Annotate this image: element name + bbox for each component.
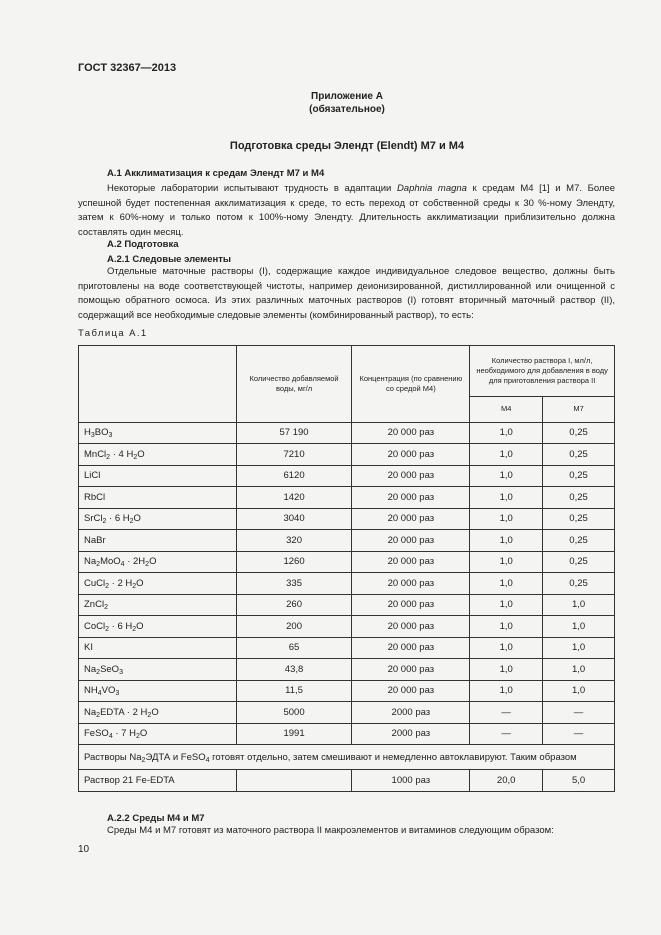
formula-subscript: 2 bbox=[96, 668, 101, 676]
formula-subscript: 4 bbox=[120, 561, 125, 569]
formula-text: готовят отдельно, затем смешивают и немедленно автоклавируют. Таким образом bbox=[209, 751, 577, 763]
formula-text: MnCl bbox=[84, 448, 107, 460]
cell-concentration: 20 000 раз bbox=[352, 465, 470, 487]
formula-subscript: 4 bbox=[108, 733, 113, 741]
cell-substance bbox=[79, 422, 237, 444]
table-header-row bbox=[79, 346, 615, 397]
formula-text: Na bbox=[84, 556, 97, 568]
formula-text: · 6 H bbox=[106, 513, 130, 525]
section-a2-heading: А.2 Подготовка bbox=[107, 239, 179, 250]
table-row bbox=[79, 723, 615, 745]
formula-text: CoCl bbox=[84, 620, 106, 632]
cell-amount: 5000 bbox=[236, 702, 352, 724]
cell-m4: 1,0 bbox=[470, 551, 543, 573]
cell-m4: 1,0 bbox=[470, 508, 543, 530]
trace-elements-table bbox=[78, 345, 615, 792]
cell-concentration: 20 000 раз bbox=[352, 508, 470, 530]
cell-m4: 1,0 bbox=[470, 659, 543, 681]
formula-text: VO bbox=[101, 685, 116, 697]
formula-subscript: 4 bbox=[205, 756, 210, 764]
header-solution-amount: Количество раствора I, мл/л, необходимого для добавления в воду для приготовления раствора II bbox=[470, 346, 615, 397]
cell-substance bbox=[79, 616, 237, 638]
formula-text: SeO bbox=[100, 663, 120, 675]
cell-substance bbox=[79, 551, 237, 573]
section-a21-body: Отдельные маточные растворы (I), содержащие каждое индивидуальное следовое вещество, должны быть приготовлены на воде соответствующей чистоты, например деионизированной, дистиллированной или очищенной с помощью обратного осмоса. Из этих различных маточных растворов (I) готовят вторичный маточный раствор (II), содержащий все необходимые следовые элементы (комбинированный раствор), то есть: bbox=[78, 266, 615, 321]
section-a1-text-start: Некоторые лаборатории испытывают трудность в адаптации bbox=[107, 183, 397, 194]
cell-m7: 1,0 bbox=[543, 659, 615, 681]
cell-m4: 1,0 bbox=[470, 444, 543, 466]
formula-subscript: 2 bbox=[145, 561, 150, 569]
cell-amount: 1420 bbox=[236, 487, 352, 509]
cell-m4: 1,0 bbox=[470, 637, 543, 659]
page-number: 10 bbox=[78, 844, 90, 855]
table-row bbox=[79, 659, 615, 681]
formula-subscript: 2 bbox=[135, 733, 140, 741]
cell-m7: 0,25 bbox=[543, 422, 615, 444]
formula-text: MoO bbox=[100, 556, 121, 568]
table-row bbox=[79, 487, 615, 509]
cell-concentration: 20 000 раз bbox=[352, 551, 470, 573]
species-name: Daphnia magna bbox=[396, 183, 467, 194]
cell-amount: 1991 bbox=[236, 723, 352, 745]
section-a1-text bbox=[78, 182, 615, 240]
cell-m7: — bbox=[543, 723, 615, 745]
table-row bbox=[79, 465, 615, 487]
cell-amount: 3040 bbox=[236, 508, 352, 530]
header-amount: Количество добавляемой воды, мг/л bbox=[236, 346, 352, 423]
table-row bbox=[79, 551, 615, 573]
annex-status: (обязательное) bbox=[309, 104, 385, 115]
cell-m4: — bbox=[470, 723, 543, 745]
formula-subscript: 2 bbox=[132, 582, 137, 590]
cell-substance bbox=[79, 637, 237, 659]
formula-subscript: 2 bbox=[102, 518, 107, 526]
cell-amount: 6120 bbox=[236, 465, 352, 487]
formula-subscript: 2 bbox=[96, 561, 101, 569]
cell-substance: Раствор 21 Fe-EDTA bbox=[79, 770, 237, 792]
cell-concentration: 20 000 раз bbox=[352, 659, 470, 681]
formula-subscript: 3 bbox=[90, 432, 95, 440]
table-row bbox=[79, 616, 615, 638]
cell-m7: 0,25 bbox=[543, 530, 615, 552]
table-caption: Таблица А.1 bbox=[78, 328, 148, 339]
cell-m7: 0,25 bbox=[543, 487, 615, 509]
formula-text: O bbox=[149, 556, 157, 568]
cell-amount: 43,8 bbox=[236, 659, 352, 681]
formula-text: O bbox=[136, 620, 144, 632]
cell-substance bbox=[79, 594, 237, 616]
table-row bbox=[79, 594, 615, 616]
formula-subscript: 2 bbox=[96, 711, 101, 719]
table-note-row bbox=[79, 745, 615, 770]
formula-subscript: 2 bbox=[105, 582, 110, 590]
table-note bbox=[79, 745, 615, 770]
formula-subscript: 3 bbox=[108, 432, 113, 440]
cell-m4: 1,0 bbox=[470, 422, 543, 444]
formula-subscript: 2 bbox=[133, 453, 138, 461]
cell-m4: 1,0 bbox=[470, 594, 543, 616]
cell-substance bbox=[79, 508, 237, 530]
section-a22-body: Среды М4 и М7 готовят из маточного раствора II макроэлементов и витаминов следующим образом: bbox=[107, 825, 554, 836]
formula-subscript: 3 bbox=[115, 690, 120, 698]
cell-amount: 200 bbox=[236, 616, 352, 638]
table-row bbox=[79, 573, 615, 595]
cell-m4: 1,0 bbox=[470, 616, 543, 638]
cell-substance bbox=[79, 659, 237, 681]
cell-amount: 7210 bbox=[236, 444, 352, 466]
cell-m7: 0,25 bbox=[543, 508, 615, 530]
table-row bbox=[79, 508, 615, 530]
section-a22-text bbox=[78, 824, 615, 839]
formula-text: KI bbox=[84, 642, 93, 654]
cell-concentration: 2000 раз bbox=[352, 723, 470, 745]
cell-m4: 1,0 bbox=[470, 573, 543, 595]
cell-concentration: 20 000 раз bbox=[352, 637, 470, 659]
annex-title: Приложение А bbox=[311, 91, 383, 102]
cell-m7: 1,0 bbox=[543, 616, 615, 638]
cell-concentration: 20 000 раз bbox=[352, 573, 470, 595]
section-a21-heading: А.2.1 Следовые элементы bbox=[107, 254, 232, 265]
formula-text: · 2H bbox=[124, 556, 146, 568]
formula-text: O bbox=[136, 577, 144, 589]
formula-text: CuCl bbox=[84, 577, 106, 589]
formula-text: FeSO bbox=[84, 728, 109, 740]
header-substance bbox=[79, 346, 237, 423]
cell-substance bbox=[79, 444, 237, 466]
formula-text: ZnCl bbox=[84, 599, 105, 611]
formula-subscript: 2 bbox=[105, 625, 110, 633]
cell-concentration: 20 000 раз bbox=[352, 616, 470, 638]
formula-text: SrCl bbox=[84, 513, 103, 525]
formula-text: · 4 H bbox=[110, 448, 134, 460]
main-title: Подготовка среды Элендт (Elendt) М7 и М4 bbox=[229, 140, 465, 152]
table-row bbox=[79, 680, 615, 702]
cell-m7: 0,25 bbox=[543, 465, 615, 487]
cell-concentration: 20 000 раз bbox=[352, 594, 470, 616]
cell-m4: 1,0 bbox=[470, 465, 543, 487]
formula-text: O bbox=[137, 448, 145, 460]
formula-subscript: 3 bbox=[119, 668, 123, 676]
cell-amount: 335 bbox=[236, 573, 352, 595]
cell-m7: 1,0 bbox=[543, 680, 615, 702]
cell-concentration: 20 000 раз bbox=[352, 444, 470, 466]
formula-subscript: 2 bbox=[147, 711, 152, 719]
cell-amount: 65 bbox=[236, 637, 352, 659]
formula-text: RbCl bbox=[84, 491, 106, 503]
cell-m4: 20,0 bbox=[470, 770, 543, 792]
formula-text: NaBr bbox=[84, 534, 106, 546]
formula-subscript: 2 bbox=[141, 756, 146, 764]
cell-concentration: 20 000 раз bbox=[352, 680, 470, 702]
formula-text: O bbox=[151, 706, 159, 718]
section-a1-heading: А.1 Акклиматизация к средам Элендт М7 и М4 bbox=[107, 168, 325, 179]
cell-m7: — bbox=[543, 702, 615, 724]
cell-substance bbox=[79, 465, 237, 487]
formula-text: EDTA · 2 H bbox=[100, 706, 148, 718]
formula-subscript: 2 bbox=[129, 518, 134, 526]
section-a21-text bbox=[78, 265, 615, 323]
cell-m4: 1,0 bbox=[470, 530, 543, 552]
formula-text: ЭДТА и FeSO bbox=[145, 751, 206, 763]
table-row bbox=[79, 637, 615, 659]
cell-m7: 1,0 bbox=[543, 637, 615, 659]
header-m7: М7 bbox=[543, 397, 615, 423]
cell-m4: 1,0 bbox=[470, 680, 543, 702]
formula-text: · 7 H bbox=[112, 728, 136, 740]
cell-m7: 0,25 bbox=[543, 551, 615, 573]
formula-text: Na bbox=[84, 706, 97, 718]
formula-subscript: 4 bbox=[97, 690, 102, 698]
cell-m4: 1,0 bbox=[470, 487, 543, 509]
cell-m7: 0,25 bbox=[543, 573, 615, 595]
formula-text: BO bbox=[94, 427, 109, 439]
table-row bbox=[79, 530, 615, 552]
cell-substance bbox=[79, 723, 237, 745]
formula-text: NH bbox=[84, 685, 98, 697]
formula-text: LiCl bbox=[84, 470, 101, 482]
cell-substance bbox=[79, 702, 237, 724]
formula-subscript: 2 bbox=[106, 453, 111, 461]
document-id: ГОСТ 32367—2013 bbox=[78, 62, 177, 74]
cell-amount: 1260 bbox=[236, 551, 352, 573]
cell-amount bbox=[236, 770, 352, 792]
header-m4: М4 bbox=[470, 397, 543, 423]
formula-text: Na bbox=[84, 663, 97, 675]
formula-text: O bbox=[139, 728, 148, 740]
formula-text: · 6 H bbox=[109, 620, 133, 632]
cell-concentration: 2000 раз bbox=[352, 702, 470, 724]
header-concentration: Концентрация (по сравнению со средой М4) bbox=[352, 346, 470, 423]
formula-subscript: 2 bbox=[132, 625, 137, 633]
cell-amount: 320 bbox=[236, 530, 352, 552]
formula-text: H bbox=[84, 427, 91, 439]
table-row bbox=[79, 444, 615, 466]
cell-substance bbox=[79, 573, 237, 595]
cell-substance bbox=[79, 487, 237, 509]
table-row-final bbox=[79, 770, 615, 792]
formula-text: O bbox=[133, 513, 141, 525]
cell-m4: — bbox=[470, 702, 543, 724]
cell-amount: 11,5 bbox=[236, 680, 352, 702]
cell-substance bbox=[79, 530, 237, 552]
cell-concentration: 1000 раз bbox=[352, 770, 470, 792]
table-row bbox=[79, 702, 615, 724]
cell-m7: 1,0 bbox=[543, 594, 615, 616]
cell-concentration: 20 000 раз bbox=[352, 422, 470, 444]
cell-m7: 5,0 bbox=[543, 770, 615, 792]
formula-text: Растворы Na bbox=[84, 751, 142, 763]
section-a22-heading: А.2.2 Среды М4 и М7 bbox=[107, 813, 205, 824]
cell-amount: 57 190 bbox=[236, 422, 352, 444]
formula-text: · 2 H bbox=[109, 577, 133, 589]
formula-subscript: 2 bbox=[104, 604, 108, 612]
cell-m7: 0,25 bbox=[543, 444, 615, 466]
cell-amount: 260 bbox=[236, 594, 352, 616]
section-a1-text-end: к средам М4 [1] и М7. Более успешной будет постепенная акклиматизация к среде, то есть переход от собственной среды к 30 %-ному Элендту, затем к 60%-ному и только потом к 100%-ному Элендту. Длительность акклиматизации приблизительно должна составлять один месяц. bbox=[78, 183, 616, 238]
table-row bbox=[79, 422, 615, 444]
cell-concentration: 20 000 раз bbox=[352, 487, 470, 509]
cell-concentration: 20 000 раз bbox=[352, 530, 470, 552]
cell-substance bbox=[79, 680, 237, 702]
